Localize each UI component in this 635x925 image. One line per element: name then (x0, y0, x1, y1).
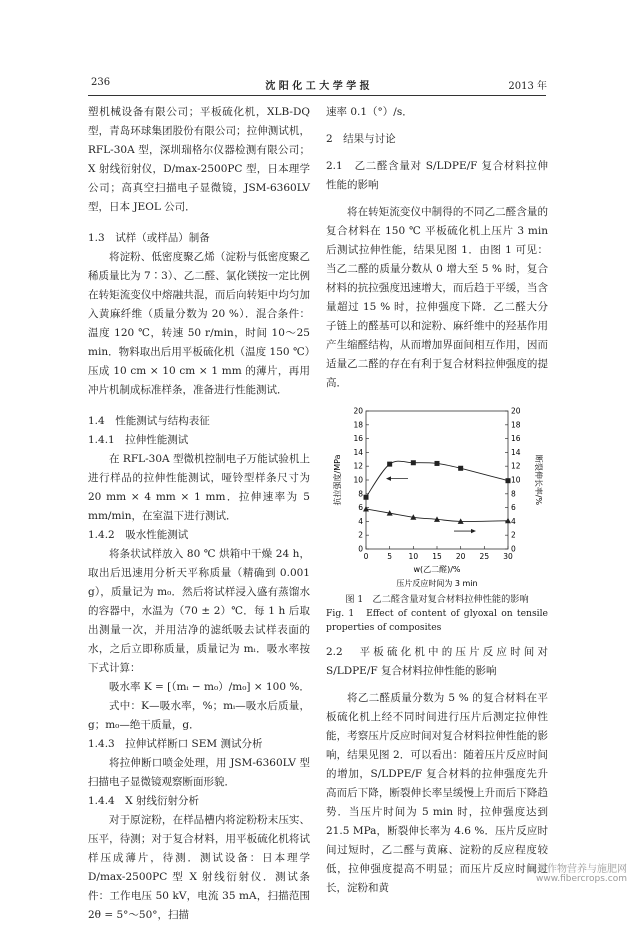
paragraph: 将淀粉、低密度聚乙烯（淀粉与低密度聚乙稀质量比为 7∶3）、乙二醛、氯化镁按一定比例在转矩流变仪中熔融共混，而后向转矩中均匀加入黄麻纤维（质量分数为 20 %）．混合条件：温度 120 ℃，转速 50 r/min，时间 10～25 min．物料取出后用平板硫化机（温度 150 ℃）压成 10 cm × 10 cm × 1 mm 的薄片，再用冲片机制成标准样条，准备进行性能测试． (88, 251, 310, 396)
y-left-tick-label: 2 (358, 530, 363, 540)
y-left-tick-label: 10 (353, 475, 363, 485)
x-axis-note: 压片反应时间为 3 min (396, 579, 478, 588)
data-point-triangle (363, 506, 369, 512)
subsection-heading: 1.4.3 拉伸试样断口 SEM 测试分析 (88, 738, 263, 750)
left-column (88, 103, 310, 925)
y-right-tick-label: 16 (511, 434, 521, 444)
y-right-tick-label: 18 (511, 420, 521, 430)
y-right-tick-label: 20 (511, 406, 521, 416)
data-point-square (506, 478, 511, 483)
left-axis-arrowhead (386, 476, 391, 480)
x-tick-label: 10 (408, 552, 419, 561)
watermark-url: www.fibercrops.com (536, 874, 627, 884)
subsection-heading: 1.4.1 拉伸性能测试 (88, 434, 189, 446)
year: 2013 年 (508, 81, 547, 92)
paragraph: 速率 0.1（°）/s． (326, 106, 413, 118)
data-point-square (435, 461, 440, 466)
x-tick-label: 15 (432, 552, 442, 561)
y-right-tick-label: 14 (511, 447, 521, 457)
watermark-text: 麻类作物营养与施肥网 (527, 864, 627, 875)
y-left-tick-label: 12 (353, 461, 363, 471)
formula: 吸水率 K = [（mᵢ − m₀）/m₀] × 100 %． (109, 681, 310, 693)
data-point-square (458, 466, 463, 471)
y-left-tick-label: 6 (358, 503, 363, 513)
paragraph: 将在转矩流变仪中制得的不同乙二醛含量的复合材料在 150 ℃ 平板硫化机上压片 3 min 后测试拉伸性能，结果见图 1．由图 1 可见：当乙二醛的质量分数从 0 增大至 5 % 时，复合材料的抗拉强度迅速增大，而后趋于平缓，当含量超过 15 % 时，拉伸强度下降．乙二醛大分子链上的醛基可以和淀粉、麻纤维中的羟基作用产生缩醛结构，从而增加界面间相互作用，因而适量乙二醛的存在有利于复合材料拉伸强度的提高． (326, 206, 548, 389)
section-heading: 1.4 性能测试与结构表征 (88, 415, 210, 427)
y-left-tick-label: 16 (353, 434, 363, 444)
right-column (326, 103, 548, 898)
x-axis-title: w(乙二醛)/% (413, 565, 461, 574)
figure-caption-cn: 图 1 乙二醛含量对复合材料拉伸性能的影响 (345, 594, 529, 605)
y-right-tick-label: 10 (511, 475, 521, 485)
x-tick-label: 20 (455, 552, 466, 561)
y-right-tick-label: 2 (511, 530, 516, 540)
subsection-heading: 1.4.2 吸水性能测试 (88, 529, 189, 541)
section-heading: 1.3 试样（或样品）制备 (88, 232, 210, 244)
y-left-tick-label: 14 (353, 447, 363, 457)
data-point-square (411, 460, 416, 465)
x-tick-label: 25 (479, 552, 490, 561)
y-left-tick-label: 8 (358, 489, 363, 499)
section-heading: 2 结果与讨论 (326, 133, 396, 145)
x-tick-label: 5 (387, 552, 393, 561)
subsection-heading: 2.2 平板硫化机中的压片反应时间对 S/LDPE/F 复合材料拉伸性能的影响 (326, 646, 548, 677)
paragraph: 对于原淀粉，在样品槽内将淀粉粉末压实、压平，待测；对于复合材料，用平板硫化机将试样压成薄片，待测．测试设备：日本理学 D/max-2500PC 型 X 射线衍射仪．测试条件：工作电压 50 kV，电流 35 mA，扫描范围 2θ = 5°～50°，扫描 (88, 814, 310, 921)
subsection-heading: 2.1 乙二醛含量对 S/LDPE/F 复合材料拉伸性能的影响 (326, 160, 548, 191)
paragraph: 将条状试样放入 80 ℃ 烘箱中干燥 24 h，取出后迅速用分析天平称质量（精确到 0.001 g），质量记为 m₀．然后将试样浸入盛有蒸馏水的容器中，水温为（70 ± 2）℃．每 1 h 后取出测量一次，并用洁净的滤纸吸去试样表面的水，之后立即称质量，质量记为 mᵢ．吸水率按下式计算： (88, 548, 310, 674)
paragraph: 将拉伸断口喷金处理，用 JSM-6360LV 型扫描电子显微镜观察断面形貌． (88, 757, 310, 788)
y-right-tick-label: 0 (511, 544, 516, 554)
data-point-square (387, 462, 392, 467)
paragraph: 塑机械设备有限公司；平板硫化机，XLB-DQ 型，青岛环球集团股份有限公司；拉伸测试机，RFL-30A 型，深圳瑞格尔仪器检测有限公司；X 射线衍射仪，D/max-2500PC 型，日本理学公司；高真空扫描电子显微镜，JSM-6360LV 型，日本 JEOL 公司． (88, 106, 310, 213)
journal-title: 沈 阳 化 工 大 学 学 报 (265, 81, 370, 92)
y-left-tick-label: 0 (358, 544, 363, 554)
figure-1-chart (326, 403, 548, 593)
right-axis-arrowhead (471, 529, 476, 533)
y-left-tick-label: 4 (358, 516, 363, 526)
figure-caption-en: Fig. 1 Effect of content of glyoxal on tensile properties of composites (326, 608, 548, 633)
header-rule (88, 95, 546, 96)
plot-frame (366, 411, 508, 549)
x-tick-label: 0 (363, 552, 369, 561)
y-right-tick-label: 6 (511, 503, 516, 513)
y-left-axis-title: 抗拉强度/MPa (333, 454, 342, 506)
paragraph: 将乙二醛质量分数为 5 % 的复合材料在平板硫化机上经不同时间进行压片后测定拉伸性能，考察压片反应时间对复合材料拉伸性能的影响，结果见图 2．可以看出：随着压片反应时间的增加，S/LDPE/F 复合材料的拉伸强度先升高而后下降，断裂伸长率呈缓慢上升而后下降趋势．当压片时间为 5 min 时，拉伸强度达到 21.5 MPa，断裂伸长率为 4.6 %．压片反应时间过短时，乙二醛与黄麻、淀粉的反应程度较低，拉伸强度提高不明显；而压片反应时间过长，淀粉和黄 (326, 692, 548, 894)
y-right-axis-title: 断裂伸长率/% (534, 454, 543, 506)
y-right-tick-label: 4 (511, 516, 516, 526)
y-left-tick-label: 20 (353, 406, 363, 416)
y-right-tick-label: 12 (511, 461, 521, 471)
paragraph: 在 RFL-30A 型微机控制电子万能试验机上进行样品的拉伸性能测试，哑铃型样条尺寸为 20 mm × 4 mm × 1 mm．拉伸速率为 5 mm/min，在室温下进行测试． (88, 453, 310, 522)
page-number: 236 (91, 77, 111, 88)
y-left-tick-label: 18 (353, 420, 363, 430)
formula-note: 式中：K—吸水率，%；mᵢ—吸水后质量，g；m₀—绝干质量，g． (88, 700, 310, 731)
data-point-square (364, 495, 369, 500)
y-right-tick-label: 8 (511, 489, 516, 499)
subsection-heading: 1.4.4 X 射线衍射分析 (88, 795, 200, 807)
x-tick-label: 30 (503, 552, 513, 561)
